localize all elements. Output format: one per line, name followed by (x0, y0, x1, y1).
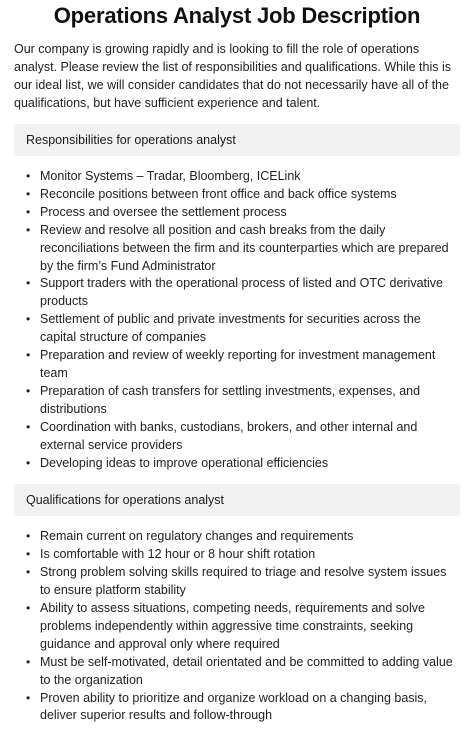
list-item (14, 564, 460, 600)
list-item (14, 419, 460, 455)
responsibilities-list (14, 168, 460, 472)
qualifications-list (14, 528, 460, 725)
list-item-text: Proven ability to prioritize and organize workload on a changing basis, deliver superior results and follow-through (40, 690, 428, 723)
bullet-icon: • (26, 455, 31, 470)
list-item (14, 600, 460, 654)
bullet-icon: • (26, 276, 31, 291)
list-item-text: Process and oversee the settlement process (40, 204, 287, 219)
bullet-icon: • (26, 348, 31, 363)
list-item (14, 222, 460, 276)
list-item (14, 186, 460, 204)
bullet-icon: • (26, 547, 31, 562)
bullet-icon: • (26, 383, 31, 398)
list-item (14, 528, 460, 546)
bullet-icon: • (26, 690, 31, 705)
qualifications-heading: Qualifications for operations analyst (14, 484, 460, 516)
bullet-icon: • (26, 654, 31, 669)
list-item-text: Reconcile positions between front office and back office systems (40, 186, 397, 201)
bullet-icon: • (26, 204, 31, 219)
list-item (14, 455, 460, 473)
responsibilities-heading: Responsibilities for operations analyst (14, 124, 460, 156)
list-item (14, 347, 460, 383)
page-title: Operations Analyst Job Description (53, 3, 421, 28)
list-item (14, 546, 460, 564)
bullet-icon: • (26, 565, 31, 580)
list-item-text: Preparation of cash transfers for settling investments, expenses, and distributions (40, 383, 421, 416)
list-item-text: Must be self-motivated, detail orientated and be committed to adding value to the organization (40, 654, 453, 687)
list-item (14, 168, 460, 186)
bullet-icon: • (26, 222, 31, 237)
list-item (14, 383, 460, 419)
bullet-icon: • (26, 419, 31, 434)
list-item (14, 690, 460, 726)
list-item-text: Remain current on regulatory changes and requirements (40, 529, 354, 544)
bullet-icon: • (26, 529, 31, 544)
list-item (14, 311, 460, 347)
intro-paragraph: Our company is growing rapidly and is looking to fill the role of operations analyst. Please review the list of responsibilities and qualifications. While this is our ideal list, we will consider candidates that do not necessarily have all of the qualifications, but have sufficient experience and talent. (14, 42, 452, 110)
list-item-text: Coordination with banks, custodians, brokers, and other internal and external service providers (40, 419, 418, 452)
bullet-icon: • (26, 186, 31, 201)
list-item-text: Support traders with the operational process of listed and OTC derivative products (40, 276, 443, 309)
bullet-icon: • (26, 169, 31, 183)
list-item (14, 275, 460, 311)
bullet-icon: • (26, 601, 31, 616)
list-item-text: Is comfortable with 12 hour or 8 hour shift rotation (40, 547, 316, 562)
list-item-text: Settlement of public and private investments for securities across the capital structure of companies (40, 312, 421, 345)
list-item (14, 654, 460, 690)
list-item-text: Preparation and review of weekly reporting for investment management team (40, 348, 436, 380)
list-item-text: Review and resolve all position and cash breaks from the daily reconciliations between the firm and its counterparties which are prepared by the firm’s Fund Administrator (40, 222, 449, 273)
list-item-text: Developing ideas to improve operational efficiencies (40, 455, 329, 470)
list-item-text: Strong problem solving skills required to triage and resolve system issues to ensure platform stability (40, 565, 447, 598)
list-item-text: Ability to assess situations, competing needs, requirements and solve problems independently within aggressive time constraints, seeking guidance and approval only where required (40, 601, 425, 651)
list-item (14, 204, 460, 222)
list-item-text: Monitor Systems – Tradar, Bloomberg, ICELink (40, 169, 301, 183)
bullet-icon: • (26, 312, 31, 327)
